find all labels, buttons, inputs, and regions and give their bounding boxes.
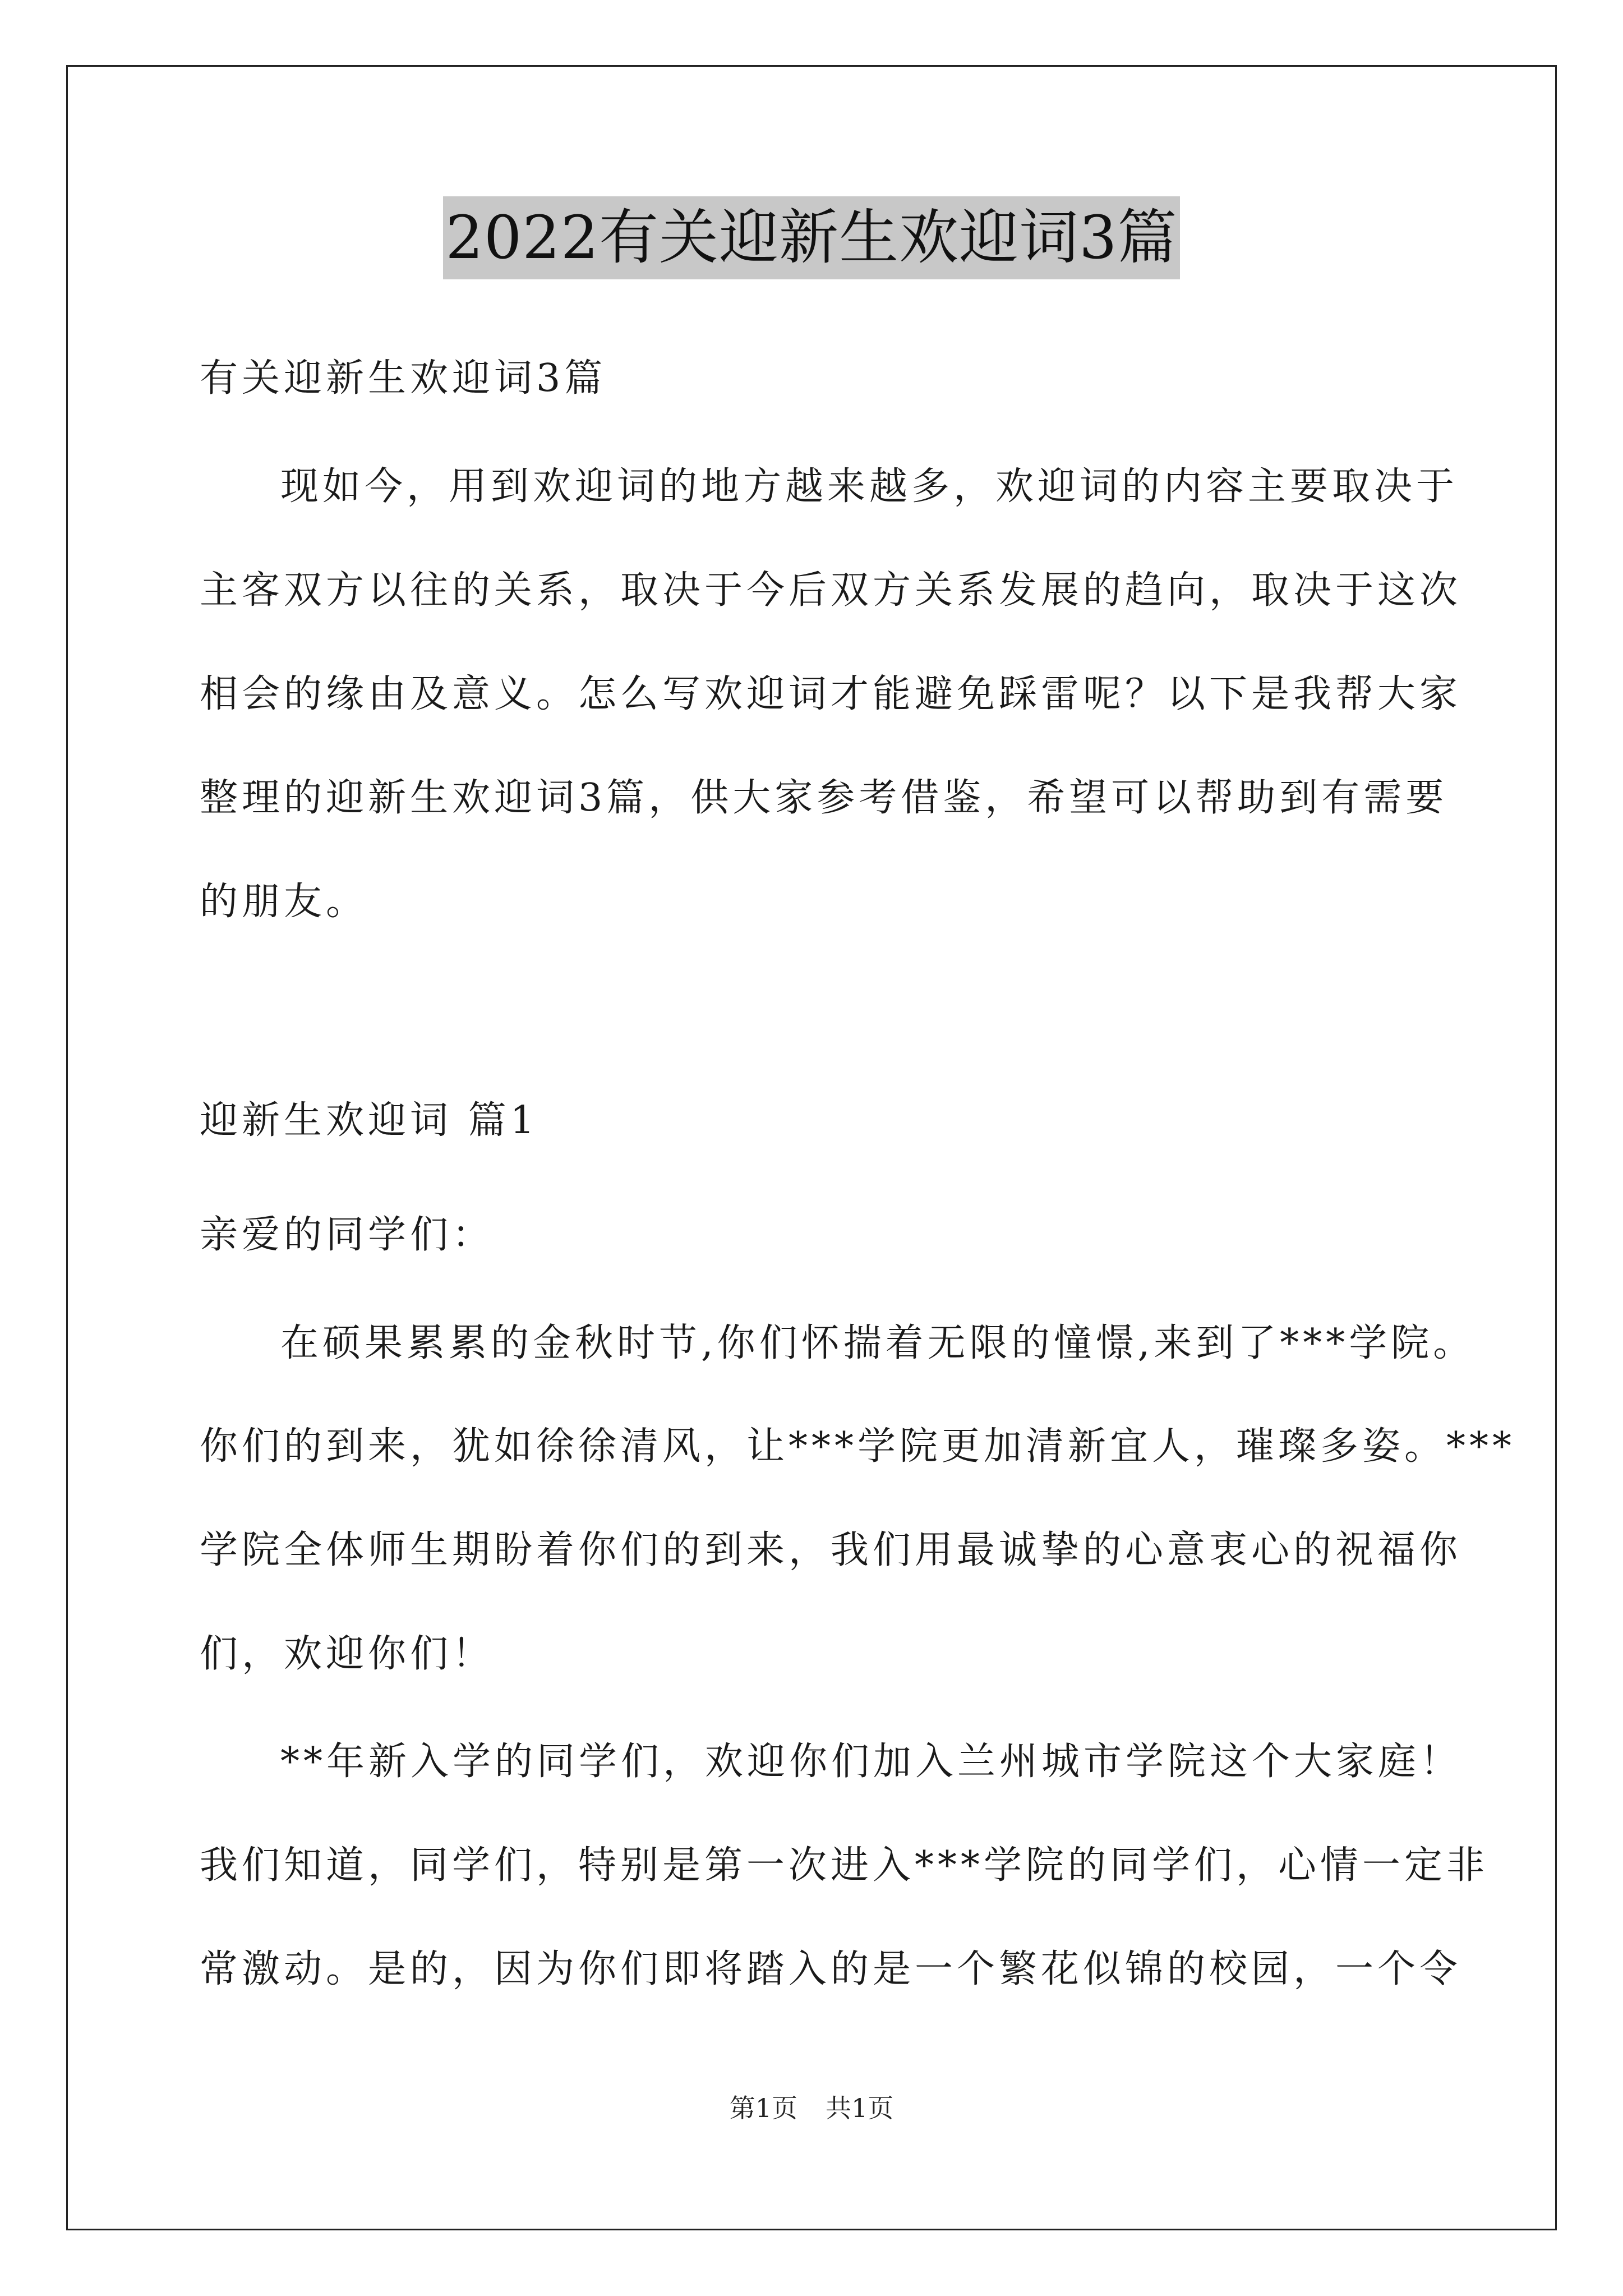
paragraph-line: 你们的到来，犹如徐徐清风，让***学院更加清新宜人，璀璨多姿。***	[200, 1424, 1516, 1469]
paragraph-line: **年新入学的同学们，欢迎你们加入兰州城市学院这个大家庭！	[280, 1740, 1463, 1784]
title-container	[0, 196, 1623, 279]
intro-line: 相会的缘由及意义。怎么写欢迎词才能避免踩雷呢？以下是我帮大家	[200, 672, 1462, 716]
page-total: 共1页	[826, 2093, 894, 2123]
intro-line: 的朋友。	[200, 880, 368, 924]
intro-line: 整理的迎新生欢迎词3篇，供大家参考借鉴，希望可以帮助到有需要	[200, 776, 1448, 820]
document-title: 2022有关迎新生欢迎词3篇	[443, 196, 1179, 279]
document-subtitle: 有关迎新生欢迎词3篇	[200, 356, 607, 401]
page-footer	[0, 2091, 1623, 2125]
intro-line: 主客双方以往的关系，取决于今后双方关系发展的趋向，取决于这次	[200, 568, 1462, 613]
paragraph-line: 常激动。是的，因为你们即将踏入的是一个繁花似锦的校园，一个令	[200, 1947, 1462, 1991]
paragraph-line: 我们知道，同学们，特别是第一次进入***学院的同学们，心情一定非	[200, 1843, 1489, 1888]
intro-line: 现如今，用到欢迎词的地方越来越多，欢迎词的内容主要取决于	[280, 464, 1459, 509]
salutation: 亲爱的同学们：	[200, 1213, 495, 1257]
page-number: 第1页	[729, 2093, 797, 2123]
section-heading: 迎新生欢迎词 篇1	[200, 1098, 538, 1143]
paragraph-line: 学院全体师生期盼着你们的到来，我们用最诚挚的心意衷心的祝福你	[200, 1528, 1462, 1572]
paragraph-line: 们，欢迎你们！	[200, 1632, 495, 1676]
paragraph-line: 在硕果累累的金秋时节,你们怀揣着无限的憧憬,来到了***学院。	[280, 1321, 1476, 1365]
